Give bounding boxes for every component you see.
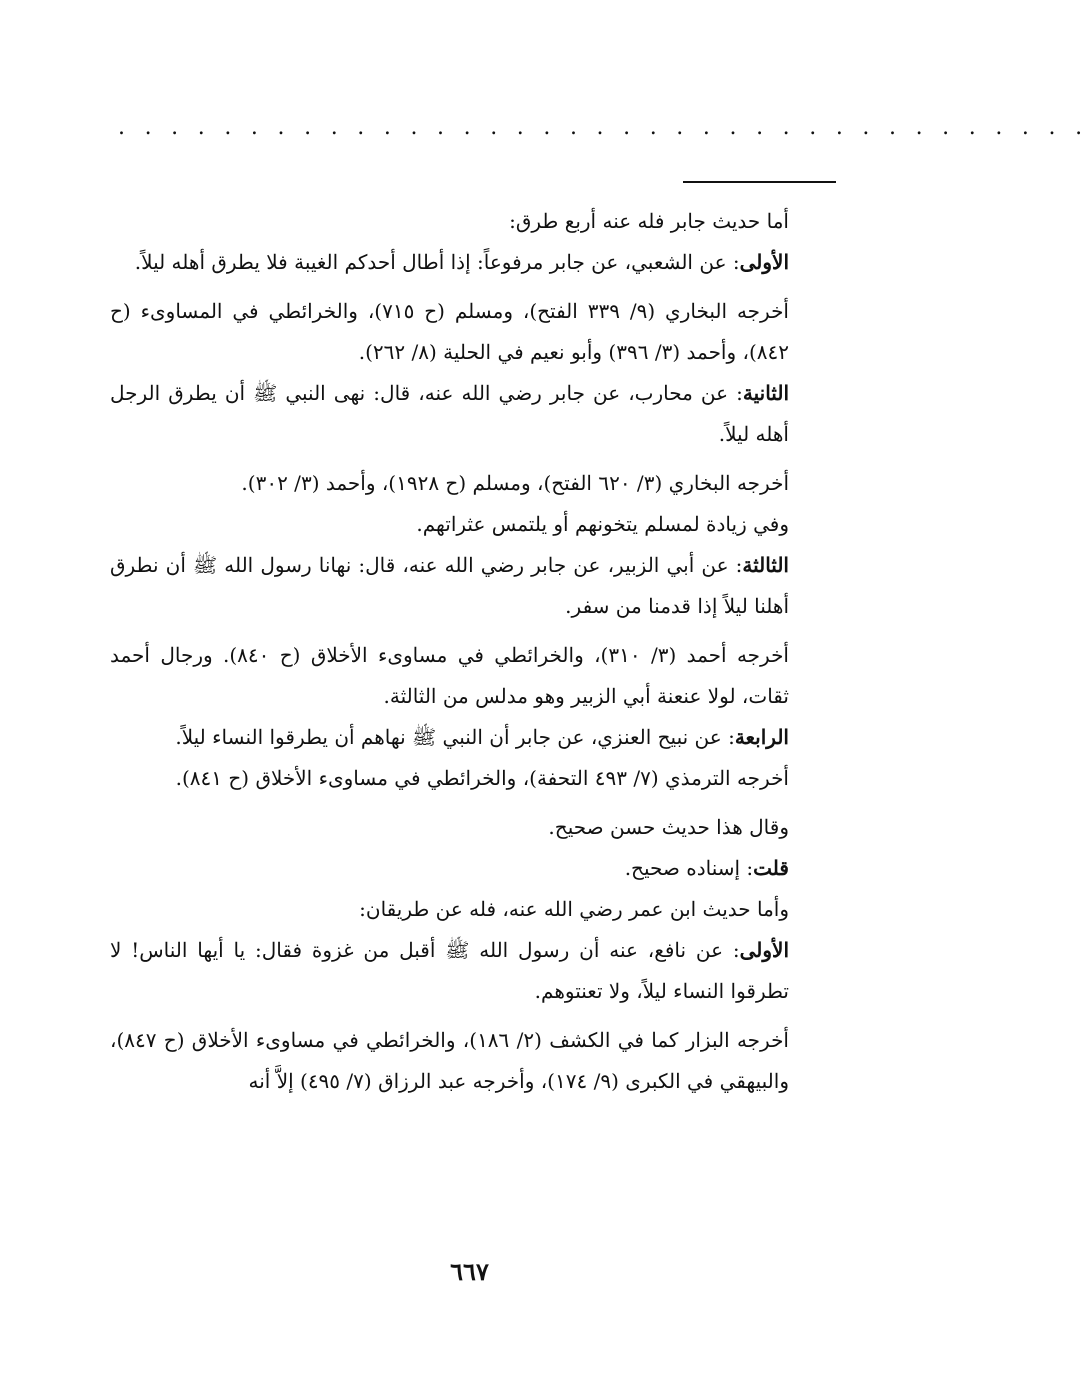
paragraph: قلت: إسناده صحيح. [624,856,789,880]
paragraph-lead: الرابعة [734,725,789,749]
paragraph-lead: الأولى [739,250,789,274]
paragraph: الأولى: عن الشعبي، عن جابر مرفوعاً: إذا أطال أحدكم الغيبة فلا يطرق أهله ليلاً. [134,250,789,274]
paragraph-lead: الثالثة [742,553,789,577]
paragraph: الرابعة: عن نبيح العنزي، عن جابر أن النبي ﷺ نهاهم أن يطرقوا النساء ليلاً. [175,725,789,749]
paragraph-lead: الثانية [742,381,789,405]
page-number: ٦٦٧ [450,1257,489,1286]
footnote-rule [683,181,836,183]
paragraph: أما حديث جابر فله عنه أربع طرق: [509,209,789,233]
paragraph-lead: قلت [753,856,789,880]
page-body [110,201,839,1102]
paragraph: وقال هذا حديث حسن صحيح. [548,815,789,839]
paragraph: أخرجه البزار كما في الكشف (٢/ ١٨٦)، والخرائطي في مساوىء الأخلاق (ح ٨٤٧)، والبيهقي في الكبرى (٩/ ١٧٤)، وأخرجه عبد الرزاق (٧/ ٤٩٥) إلاَّ أنه [110,1028,789,1093]
paragraph: الأولى: عن نافع، عنه أن رسول الله ﷺ أقبل من غزوة فقال: يا أيها الناس! لا تطرقوا النساء ليلاً، ولا تعنتوهم. [110,938,789,1003]
paragraph: الثانية: عن محارب، عن جابر رضي الله عنه، قال: نهى النبي ﷺ أن يطرق الرجل أهله ليلاً. [110,381,789,446]
paragraph-lead: الأولى [739,938,789,962]
paragraph: أخرجه البخاري (٩/ ٣٣٩ الفتح)، ومسلم (ح ٧١٥)، والخرائطي في المساوىء (ح ٨٤٢)، وأحمد (٣/ ٣٩٦) وأبو نعيم في الحلية (٨/ ٢٦٢). [110,299,789,364]
paragraph: أخرجه أحمد (٣/ ٣١٠)، والخرائطي في مساوىء الأخلاق (ح ٨٤٠). ورجال أحمد ثقات، لولا عنعنة أبي الزبير وهو مدلس من الثالثة. [110,643,789,708]
paragraph: وأما حديث ابن عمر رضي الله عنه، فله عن طريقان: [359,897,789,921]
separator-dots: . . . . . . . . . . . . . . . . . . . . . . . . . . . . . . . . . . . . . [118,115,1088,140]
paragraph: أخرجه الترمذي (٧/ ٤٩٣ التحفة)، والخرائطي في مساوىء الأخلاق (ح ٨٤١). [175,766,789,790]
paragraph: الثالثة: عن أبي الزبير، عن جابر رضي الله عنه، قال: نهانا رسول الله ﷺ أن نطرق أهلنا ليلاً إذا قدمنا من سفر. [110,553,789,618]
paragraph: أخرجه البخاري (٣/ ٦٢٠ الفتح)، ومسلم (ح ١٩٢٨)، وأحمد (٣/ ٣٠٢). [241,471,789,495]
paragraph: وفي زيادة لمسلم يتخونهم أو يلتمس عثراتهم. [416,512,789,536]
